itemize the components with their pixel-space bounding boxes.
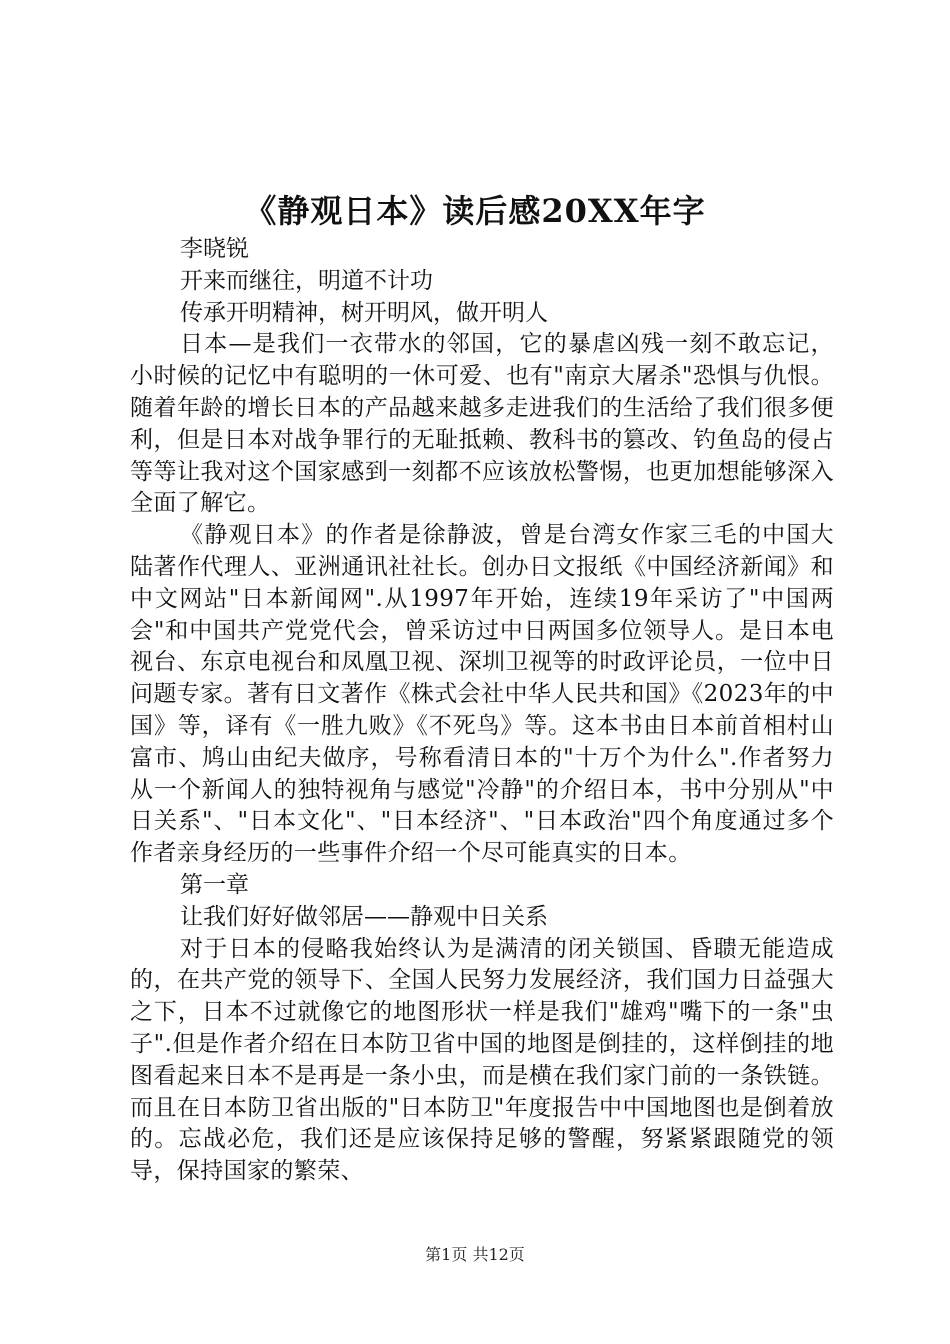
motto-line-2: 传承开明精神，树开明风，做开明人 <box>180 299 548 326</box>
page-footer: 第1页 共12页 <box>425 1245 525 1264</box>
author-name: 李晓锐 <box>180 236 249 262</box>
page-title: 《静观日本》读后感20XX年字 <box>244 192 706 230</box>
paragraph-chapter-1: 对于日本的侵略我始终认为是满清的闭关锁国、昏聩无能造成的，在共产党的领导下、全国人民努力发展经济，我们国力日益强大之下，日本不过就像它的地图形状一样是我们"雄鸡"嘴下的一条"虫子".但是作者介绍在日本防卫省中国的地图是倒挂的，这样倒挂的地图看起来日本不是再是一条小虫，而是横在我们家门前的一条铁链。而且在日本防卫省出版的"日本防卫"年度报告中中国地图也是倒着放的。忘战必危，我们还是应该保持足够的警醒，努紧紧跟随党的领导，保持国家的繁荣、 <box>130 935 834 1185</box>
chapter-label: 第一章 <box>180 871 249 898</box>
document-body <box>130 234 834 1188</box>
paragraph-author-bio: 《静观日本》的作者是徐静波，曾是台湾女作家三毛的中国大陆著作代理人、亚洲通讯社社长。创办日文报纸《中国经济新闻》和中文网站"日本新闻网".从1997年开始，连续19年采访了"中国两会"和中国共产党党代会，曾采访过中日两国多位领导人。是日本电视台、东京电视台和凤凰卫视、深圳卫视等的时政评论员，一位中日问题专家。著有日文著作《株式会社中华人民共和国》《2023年的中国》等，译有《一胜九败》《不死鸟》等。这本书由日本前首相村山富市、鸠山由纪夫做序，号称看清日本的"十万个为什么".作者努力从一个新闻人的独特视角与感觉"冷静"的介绍日本，书中分别从"中日关系"、"日本文化"、"日本经济"、"日本政治"四个角度通过多个作者亲身经历的一些事件介绍一个尽可能真实的日本。 <box>130 522 834 867</box>
chapter-title: 让我们好好做邻居——静观中日关系 <box>180 903 548 930</box>
motto-line-1: 开来而继往，明道不计功 <box>180 267 433 294</box>
paragraph-intro: 日本—是我们一衣带水的邻国，它的暴虐凶残一刻不敢忘记，小时候的记忆中有聪明的一休可爱、也有"南京大屠杀"恐惧与仇恨。随着年龄的增长日本的产品越来越多走进我们的生活给了我们很多便利，但是日本对战争罪行的无耻抵赖、教科书的篡改、钓鱼岛的侵占等等让我对这个国家感到一刻都不应该放松警惕，也更加想能够深入全面了解它。 <box>130 331 834 517</box>
